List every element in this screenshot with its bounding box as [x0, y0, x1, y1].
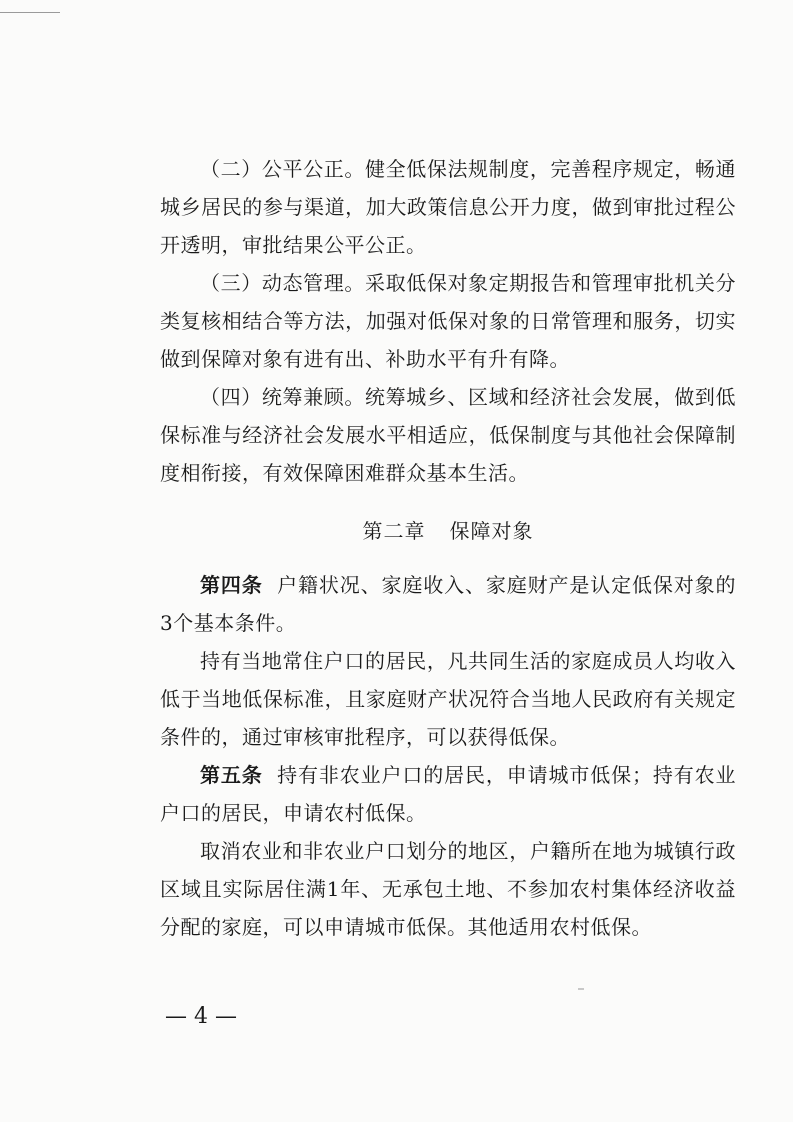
article-4 — [160, 566, 736, 642]
chapter-title: 保障对象 — [449, 519, 534, 543]
paragraph-household-registration: 取消农业和非农业户口划分的地区，户籍所在地为城镇行政区域且实际居住满1年、无承包土地、不参加农村集体经济收益分配的家庭，可以申请城市低保。其他适用农村低保。 — [160, 839, 736, 939]
article-5-text: 持有非农业户口的居民，申请城市低保；持有农业户口的居民，申请农村低保。 — [160, 763, 737, 825]
paragraph-fairness: （二）公平公正。健全低保法规制度，完善程序规定，畅通城乡居民的参与渠道，加大政策信息公开力度，做到审批过程公开透明，审批结果公平公正。 — [160, 157, 736, 257]
scan-speck — [578, 988, 584, 990]
chapter-heading — [160, 512, 736, 550]
paragraph-dynamic-management: （三）动态管理。采取低保对象定期报告和管理审批机关分类复核相结合等方法，加强对低保对象的日常管理和服务，切实做到保障对象有进有出、补助水平有升有降。 — [160, 271, 736, 371]
article-4-text: 户籍状况、家庭收入、家庭财产是认定低保对象的3个基本条件。 — [160, 573, 737, 635]
scan-edge-line — [0, 12, 60, 13]
paragraph-overall-planning: （四）统筹兼顾。统筹城乡、区域和经济社会发展，做到低保标准与经济社会发展水平相适应，低保制度与其他社会保障制度相衔接，有效保障困难群众基本生活。 — [160, 385, 736, 485]
article-5-label: 第五条 — [200, 763, 263, 787]
article-4-label: 第四条 — [200, 573, 263, 597]
chapter-number: 第二章 — [362, 519, 426, 543]
document-body — [160, 150, 736, 946]
paragraph-residency-condition: 持有当地常住户口的居民，凡共同生活的家庭成员人均收入低于当地低保标准，且家庭财产状况符合当地人民政府有关规定条件的，通过审核审批程序，可以获得低保。 — [160, 649, 736, 749]
article-5 — [160, 756, 736, 832]
page-number: — 4 — — [165, 1004, 237, 1029]
